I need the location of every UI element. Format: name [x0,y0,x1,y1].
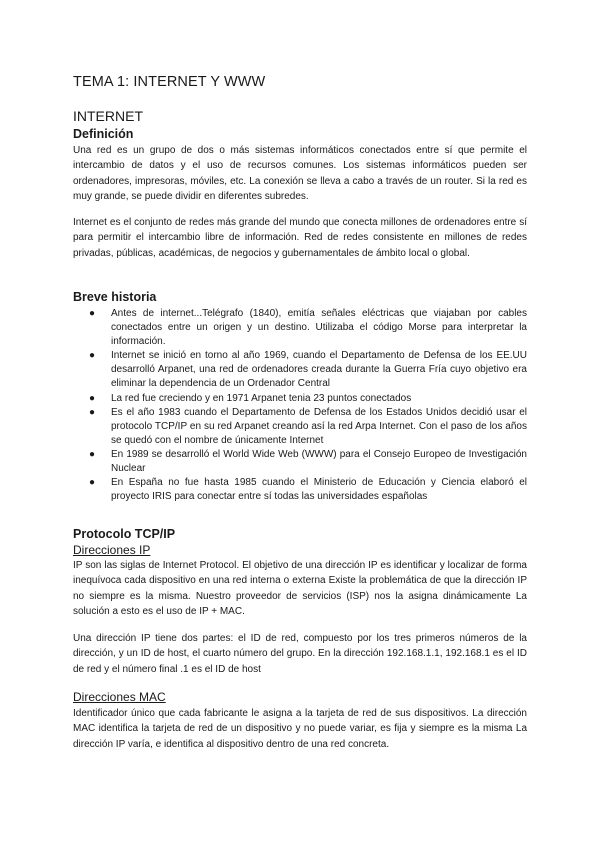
bullet-icon: ● [89,350,96,362]
list-item: ● Internet se inició en torno al año 1969, cuando el Departamento de Defensa de los EE.UU desarrolló Arpanet, una red de ordenadores creada durante la Guerra Fría cuyo objetivo era eliminar la dependencia de un Ordenador Central [89,350,527,390]
list-item: ● En 1989 se desarrolló el World Wide Web (WWW) para el Consejo Europeo de Investigación Nuclear [89,448,527,475]
document-title: TEMA 1: INTERNET Y WWW [73,74,266,90]
heading-definicion: Definición [73,127,134,141]
paragraph-definicion-internet: Internet es el conjunto de redes más grande del mundo que conecta millones de ordenadores entre sí para permitir el intercambio libre de información. Red de redes consistente en millones de redes privadas, públicas, académicas, de negocios y gubernamentales de ámbito local o global. [73,217,527,259]
heading-direcciones-ip: Direcciones IP [73,543,151,557]
list-item: ● Es el año 1983 cuando el Departamento de Defensa de los Estados Unidos decidió usar el protocolo TCP/IP en su red Arpanet creando así la red Arpa Internet. Con el paso de los años se quedó con el nombre de únicamente Internet [89,406,527,446]
section-heading-internet: INTERNET [73,108,143,124]
heading-breve-historia: Breve historia [73,290,157,304]
heading-protocolo-tcp-ip: Protocolo TCP/IP [73,527,176,541]
bullet-icon: ● [89,448,96,460]
list-item: ● En España no fue hasta 1985 cuando el Ministerio de Educación y Ciencia elaboró el proyecto IRIS para conectar entre sí todas las universidades españolas [89,477,527,503]
paragraph-ip-definicion: IP son las siglas de Internet Protocol. El objetivo de una dirección IP es identificar y localizar de forma inequívoca cada dispositivo en una red interna o externa Existe la problemática de que la dirección IP no siempre es la misma. Nuestro proveedor de servicios (ISP) nos la asigna dinámicamente La solución a esto es el uso de IP + MAC. [73,560,527,617]
bullet-icon: ● [89,392,96,404]
paragraph-mac-definicion: Identificador único que cada fabricante le asigna a la tarjeta de red de sus dispositivos. La dirección MAC identifica la tarjeta de red de un dispositivo y no puede variar, es fija y siempre es la misma La dirección IP varía, e identifica al dispositivo dentro de una red concreta. [73,708,527,750]
bullet-icon: ● [89,406,96,418]
list-item: ● Antes de internet...Telégrafo (1840), emitía señales eléctricas que viajaban por cables conectados entre un origen y un destino. Utilizaba el código Morse para interpretar la información. [89,308,527,348]
paragraph-definicion-red: Una red es un grupo de dos o más sistemas informáticos conectados entre sí que permite el intercambio de datos y el uso de recursos comunes. Los sistemas informáticos pueden ser ordenadores, impresoras, móviles, etc. La conexión se lleva a cabo a través de un router. Si la red es muy grande, se puede dividir en diferentes subredes. [73,145,527,202]
bullet-icon: ● [89,308,96,319]
history-list [73,307,527,504]
list-item: ● La red fue creciendo y en 1971 Arpanet tenia 23 puntos conectados [73,392,527,406]
bullet-icon: ● [89,477,96,489]
paragraph-ip-partes: Una dirección IP tiene dos partes: el ID de red, compuesto por los tres primeros números de la dirección, y un ID de host, el cuarto número del grupo. En la dirección 192.168.1.1, 192.168.1 es el ID de red y el número final .1 es el ID de host [73,633,527,675]
heading-direcciones-mac: Direcciones MAC [73,690,166,704]
